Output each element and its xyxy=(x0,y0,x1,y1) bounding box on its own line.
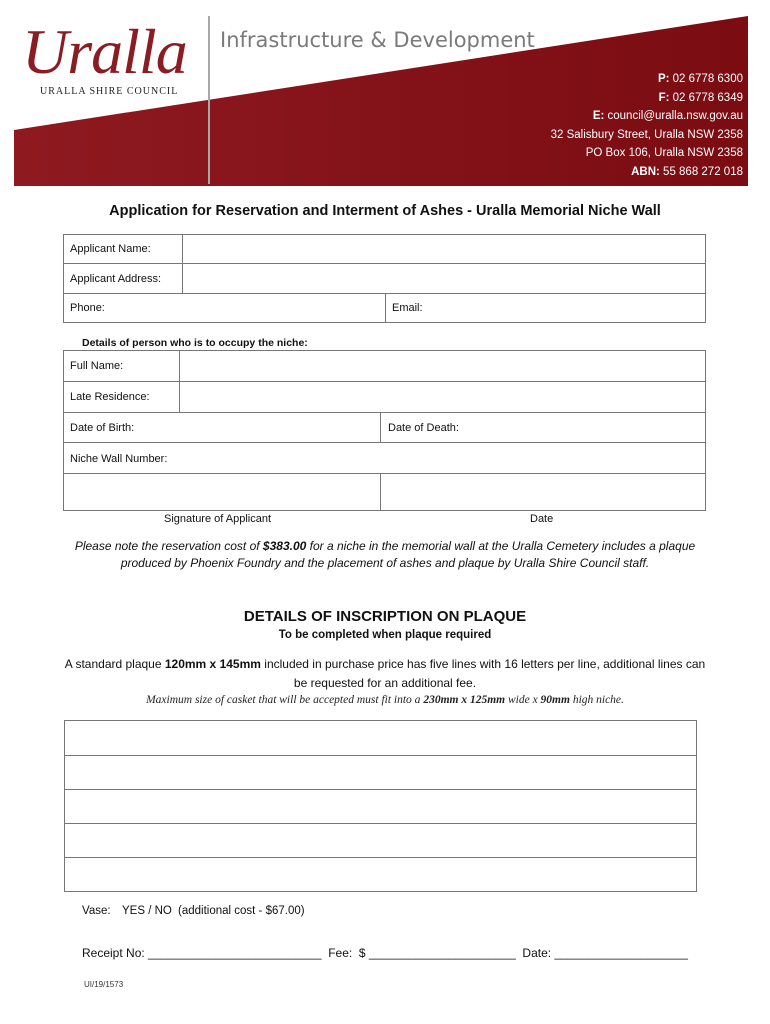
fee-field[interactable]: ______________________ xyxy=(368,946,516,960)
vase-label: Vase: xyxy=(82,905,111,917)
applicant-name-label: Applicant Name: xyxy=(70,243,151,255)
applicant-address-field[interactable] xyxy=(183,264,705,293)
inscription-line-5[interactable] xyxy=(65,858,696,891)
max-casket-size-text: Maximum size of casket that will be accepted must fit into a 230mm x 125mm wide x 90mm high niche. xyxy=(146,694,624,706)
form-code: UI/19/1573 xyxy=(84,980,124,989)
contact-phone: P: 02 6778 6300 xyxy=(657,73,743,85)
vase-cost: (additional cost - $67.00) xyxy=(178,905,305,917)
email-label: Email: xyxy=(392,302,423,314)
date-label: Date: xyxy=(515,946,555,960)
niche-wall-number-label: Niche Wall Number: xyxy=(70,453,168,465)
inscription-line-1[interactable] xyxy=(65,721,696,755)
contact-block xyxy=(551,70,743,182)
phone-field[interactable] xyxy=(64,294,384,322)
fee-label: Fee: $ xyxy=(321,946,369,960)
date-of-birth-label: Date of Birth: xyxy=(70,422,135,434)
council-logo: Uralla xyxy=(22,16,187,87)
phone-label: Phone: xyxy=(70,302,105,314)
header-divider xyxy=(208,16,210,184)
occupant-section-heading: Details of person who is to occupy the niche: xyxy=(82,337,308,349)
standard-plaque-text: A standard plaque 120mm x 145mm included in purchase price has five lines with 16 letters per line, additional lines can be requested for an additional fee. xyxy=(64,657,706,690)
date-of-death-field[interactable] xyxy=(381,413,705,442)
date-field[interactable]: ____________________ xyxy=(554,946,688,960)
contact-fax: F: 02 6778 6349 xyxy=(658,91,743,104)
inscription-line-2[interactable] xyxy=(65,756,696,789)
full-name-field[interactable] xyxy=(180,351,705,381)
contact-street: 32 Salisbury Street, Uralla NSW 2358 xyxy=(550,128,743,141)
vase-options[interactable]: YES / NO xyxy=(122,905,172,917)
form-title: Application for Reservation and Interment of Ashes - Uralla Memorial Niche Wall xyxy=(109,203,661,219)
full-name-label: Full Name: xyxy=(70,360,124,372)
late-residence-field[interactable] xyxy=(180,382,705,412)
signature-field[interactable] xyxy=(64,474,379,510)
signature-date-field[interactable] xyxy=(381,474,705,510)
inscription-heading: DETAILS OF INSCRIPTION ON PLAQUE xyxy=(243,608,527,625)
inscription-subheading: To be completed when plaque required xyxy=(278,629,492,641)
inscription-line-3[interactable] xyxy=(65,790,696,823)
council-logo-subtitle: URALLA SHIRE COUNCIL xyxy=(40,86,179,97)
late-residence-label: Late Residence: xyxy=(70,391,150,403)
receipt-label: Receipt No: xyxy=(82,946,149,960)
signature-date-label: Date xyxy=(530,513,554,525)
signature-label: Signature of Applicant xyxy=(164,513,272,525)
applicant-address-label: Applicant Address: xyxy=(70,273,162,285)
contact-po-box: PO Box 106, Uralla NSW 2358 xyxy=(585,147,743,160)
date-of-birth-field[interactable] xyxy=(64,413,379,442)
date-of-death-label: Date of Death: xyxy=(388,422,459,434)
office-use-line xyxy=(82,946,688,960)
department-title: Infrastructure & Development xyxy=(220,28,535,52)
applicant-name-field[interactable] xyxy=(183,235,705,263)
contact-email: E: council@uralla.nsw.gov.au xyxy=(592,110,743,123)
inscription-line-4[interactable] xyxy=(65,824,696,857)
receipt-number-field[interactable]: __________________________ xyxy=(148,946,322,960)
reservation-cost-note: Please note the reservation cost of $383.00 for a niche in the memorial wall at the Uralla Cemetery includes a plaque produced by Phoenix Foundry and the placement of ashes and plaque by Uralla Shire Council staff. xyxy=(74,539,696,570)
email-field[interactable] xyxy=(386,294,705,322)
contact-abn: ABN: 55 868 272 018 xyxy=(631,165,743,178)
niche-wall-number-field[interactable] xyxy=(64,443,705,473)
